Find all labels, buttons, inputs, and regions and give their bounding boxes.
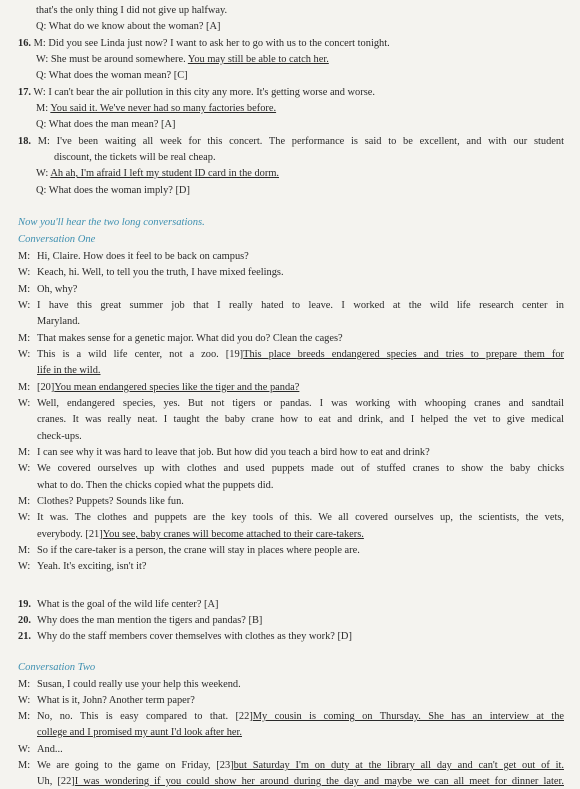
section-title-text: Now you'll hear the two long conversations. xyxy=(18,217,205,228)
answer-underline: life in the wild. xyxy=(37,365,101,376)
conversation-text: Susan, I could really use your help this weekend. xyxy=(37,679,241,690)
text-segment: This is a wild life center, not a zoo. [19] xyxy=(37,349,244,360)
text-segment: No, no. This is easy compared to that. [22] xyxy=(37,711,253,722)
answer-underline: My cousin is coming on Thursday. She has an interview at the xyxy=(252,711,564,722)
answer-underline: Ah ah, I'm afraid I left my student ID card in the dorm. xyxy=(50,168,280,179)
speaker-label: M: xyxy=(18,251,31,262)
question-number: 21. xyxy=(18,631,31,642)
speaker-label: M: xyxy=(18,760,31,771)
line-text xyxy=(36,167,279,180)
question-number: 20. xyxy=(18,615,31,626)
line-text xyxy=(18,135,564,148)
speaker-label: M: xyxy=(18,284,31,295)
speaker-label: W: xyxy=(18,267,31,278)
speaker-label: W: xyxy=(18,349,31,360)
conversation-text: Maryland. xyxy=(37,316,80,327)
speaker-label: M: xyxy=(18,545,31,556)
question-text: Why do the staff members cover themselves with clothes as they work? [D] xyxy=(37,631,352,642)
line-text xyxy=(18,86,375,99)
line-segment: M: Did you see Linda just now? I want to ask her to go with us to the concert tonight. xyxy=(31,38,390,49)
speaker-label: W: xyxy=(18,300,31,311)
line-text xyxy=(36,118,175,131)
answer-underline: college and I promised my aunt I'd look after her. xyxy=(37,727,243,738)
conversation-text: What is it, John? Another term paper? xyxy=(37,695,195,706)
answer-underline: but Saturday I'm on duty at the library all day and can't get out of it. xyxy=(233,760,564,771)
conversation-two-title-text: Conversation Two xyxy=(18,662,96,673)
speaker-label: M: xyxy=(18,496,31,507)
line-segment: W: I can't bear the air pollution in this city any more. It's getting worse and worse. xyxy=(31,87,375,98)
line-text xyxy=(36,102,276,115)
line-text xyxy=(36,53,329,66)
conversation-text: I have this great summer job that I really hated to leave. I worked at the wild life research center in xyxy=(37,300,564,311)
conversation-text: what to do. Then the chicks copied what the puppets did. xyxy=(37,480,274,491)
conversation-text: Oh, why? xyxy=(37,284,78,295)
conversation-text: Well, endangered species, yes. But not tigers or pandas. I was working with whooping cranes and sandtail xyxy=(37,398,564,409)
speaker-label: M: xyxy=(18,447,31,458)
question-text: Why does the man mention the tigers and pandas? [B] xyxy=(37,615,263,626)
conversation-text xyxy=(37,381,299,394)
conversation-text: We covered ourselves up with clothes and used puppets made out of stuffed cranes to show the baby chicks xyxy=(37,463,564,474)
conversation-text: It was. The clothes and puppets are the key tools of this. We all covered ourselves up, the scientists, the vets, xyxy=(37,512,564,523)
question-number: 18. xyxy=(18,136,31,147)
speaker-label: M: xyxy=(18,382,31,393)
conversation-text xyxy=(37,710,564,723)
line-segment: M: xyxy=(36,103,51,114)
question-number: 17. xyxy=(18,87,31,98)
conversation-text xyxy=(37,528,364,541)
conversation-text: That makes sense for a genetic major. What did you do? Clean the cages? xyxy=(37,333,343,344)
speaker-label: M: xyxy=(18,679,31,690)
conversation-text xyxy=(37,364,101,377)
line-text xyxy=(36,20,220,33)
conversation-text: Clothes? Puppets? Sounds like fun. xyxy=(37,496,184,507)
speaker-label: M: xyxy=(18,711,31,722)
speaker-label: W: xyxy=(18,744,31,755)
line-text xyxy=(36,69,188,82)
speaker-label: M: xyxy=(18,333,31,344)
conversation-text: Yeah. It's exciting, isn't it? xyxy=(37,561,147,572)
answer-underline: You see, baby cranes will become attached to their care-takers. xyxy=(102,529,364,540)
speaker-label: W: xyxy=(18,512,31,523)
text-segment: [20] xyxy=(37,382,55,393)
speaker-label: W: xyxy=(18,695,31,706)
line-segment: Q: What does the woman mean? [C] xyxy=(36,70,188,81)
line-segment: Q: What does the woman imply? [D] xyxy=(36,185,190,196)
question-number: 16. xyxy=(18,38,31,49)
answer-underline: You said it. We've never had so many factories before. xyxy=(50,103,277,114)
text-segment: We are going to the game on Friday, [23] xyxy=(37,760,234,771)
conversation-text xyxy=(37,726,242,739)
line-segment: W: She must be around somewhere. xyxy=(36,54,188,65)
conversation-text: So if the care-taker is a person, the crane will stay in places where people are. xyxy=(37,545,360,556)
text-segment: Uh, [22] xyxy=(37,776,75,787)
line-segment: Q: What do we know about the woman? [A] xyxy=(36,21,221,32)
line-segment: that's the only thing I did not give up halfway. xyxy=(36,5,228,16)
speaker-label: W: xyxy=(18,561,31,572)
line-text xyxy=(18,37,390,50)
conversation-one-title-text: Conversation One xyxy=(18,234,96,245)
line-segment: W: xyxy=(36,168,51,179)
line-text xyxy=(54,151,216,164)
conversation-text xyxy=(37,775,564,788)
conversation-text: cranes. It was really neat. I taught the baby crane how to eat and drink, and I helped the vet to give medical xyxy=(37,414,564,425)
answer-underline: You mean endangered species like the tiger and the panda? xyxy=(54,382,300,393)
conversation-text: Keach, hi. Well, to tell you the truth, I have mixed feelings. xyxy=(37,267,284,278)
answer-underline: I was wondering if you could show her around during the day and maybe we can all meet for dinner later. xyxy=(74,776,564,787)
conversation-text: check-ups. xyxy=(37,431,82,442)
line-segment: M: I've been waiting all week for this concert. The performance is said to be excellent, and with our student xyxy=(31,136,564,147)
line-text xyxy=(36,4,227,17)
line-segment: Q: What does the man mean? [A] xyxy=(36,119,176,130)
conversation-text xyxy=(37,759,564,772)
conversation-text: Hi, Claire. How does it feel to be back on campus? xyxy=(37,251,249,262)
text-segment: everybody. [21] xyxy=(37,529,103,540)
speaker-label: W: xyxy=(18,398,31,409)
answer-underline: You may still be able to catch her. xyxy=(187,54,329,65)
conversation-text: And... xyxy=(37,744,63,755)
conversation-text xyxy=(37,348,564,361)
answer-underline: This place breeds endangered species and tries to prepare them for xyxy=(243,349,565,360)
conversation-text: I can see why it was hard to leave that job. But how did you teach a bird how to eat and drink? xyxy=(37,447,430,458)
question-text: What is the goal of the wild life center? [A] xyxy=(37,599,219,610)
line-text xyxy=(36,184,190,197)
question-number: 19. xyxy=(18,599,31,610)
line-segment: discount, the tickets will be real cheap. xyxy=(54,152,216,163)
speaker-label: W: xyxy=(18,463,31,474)
